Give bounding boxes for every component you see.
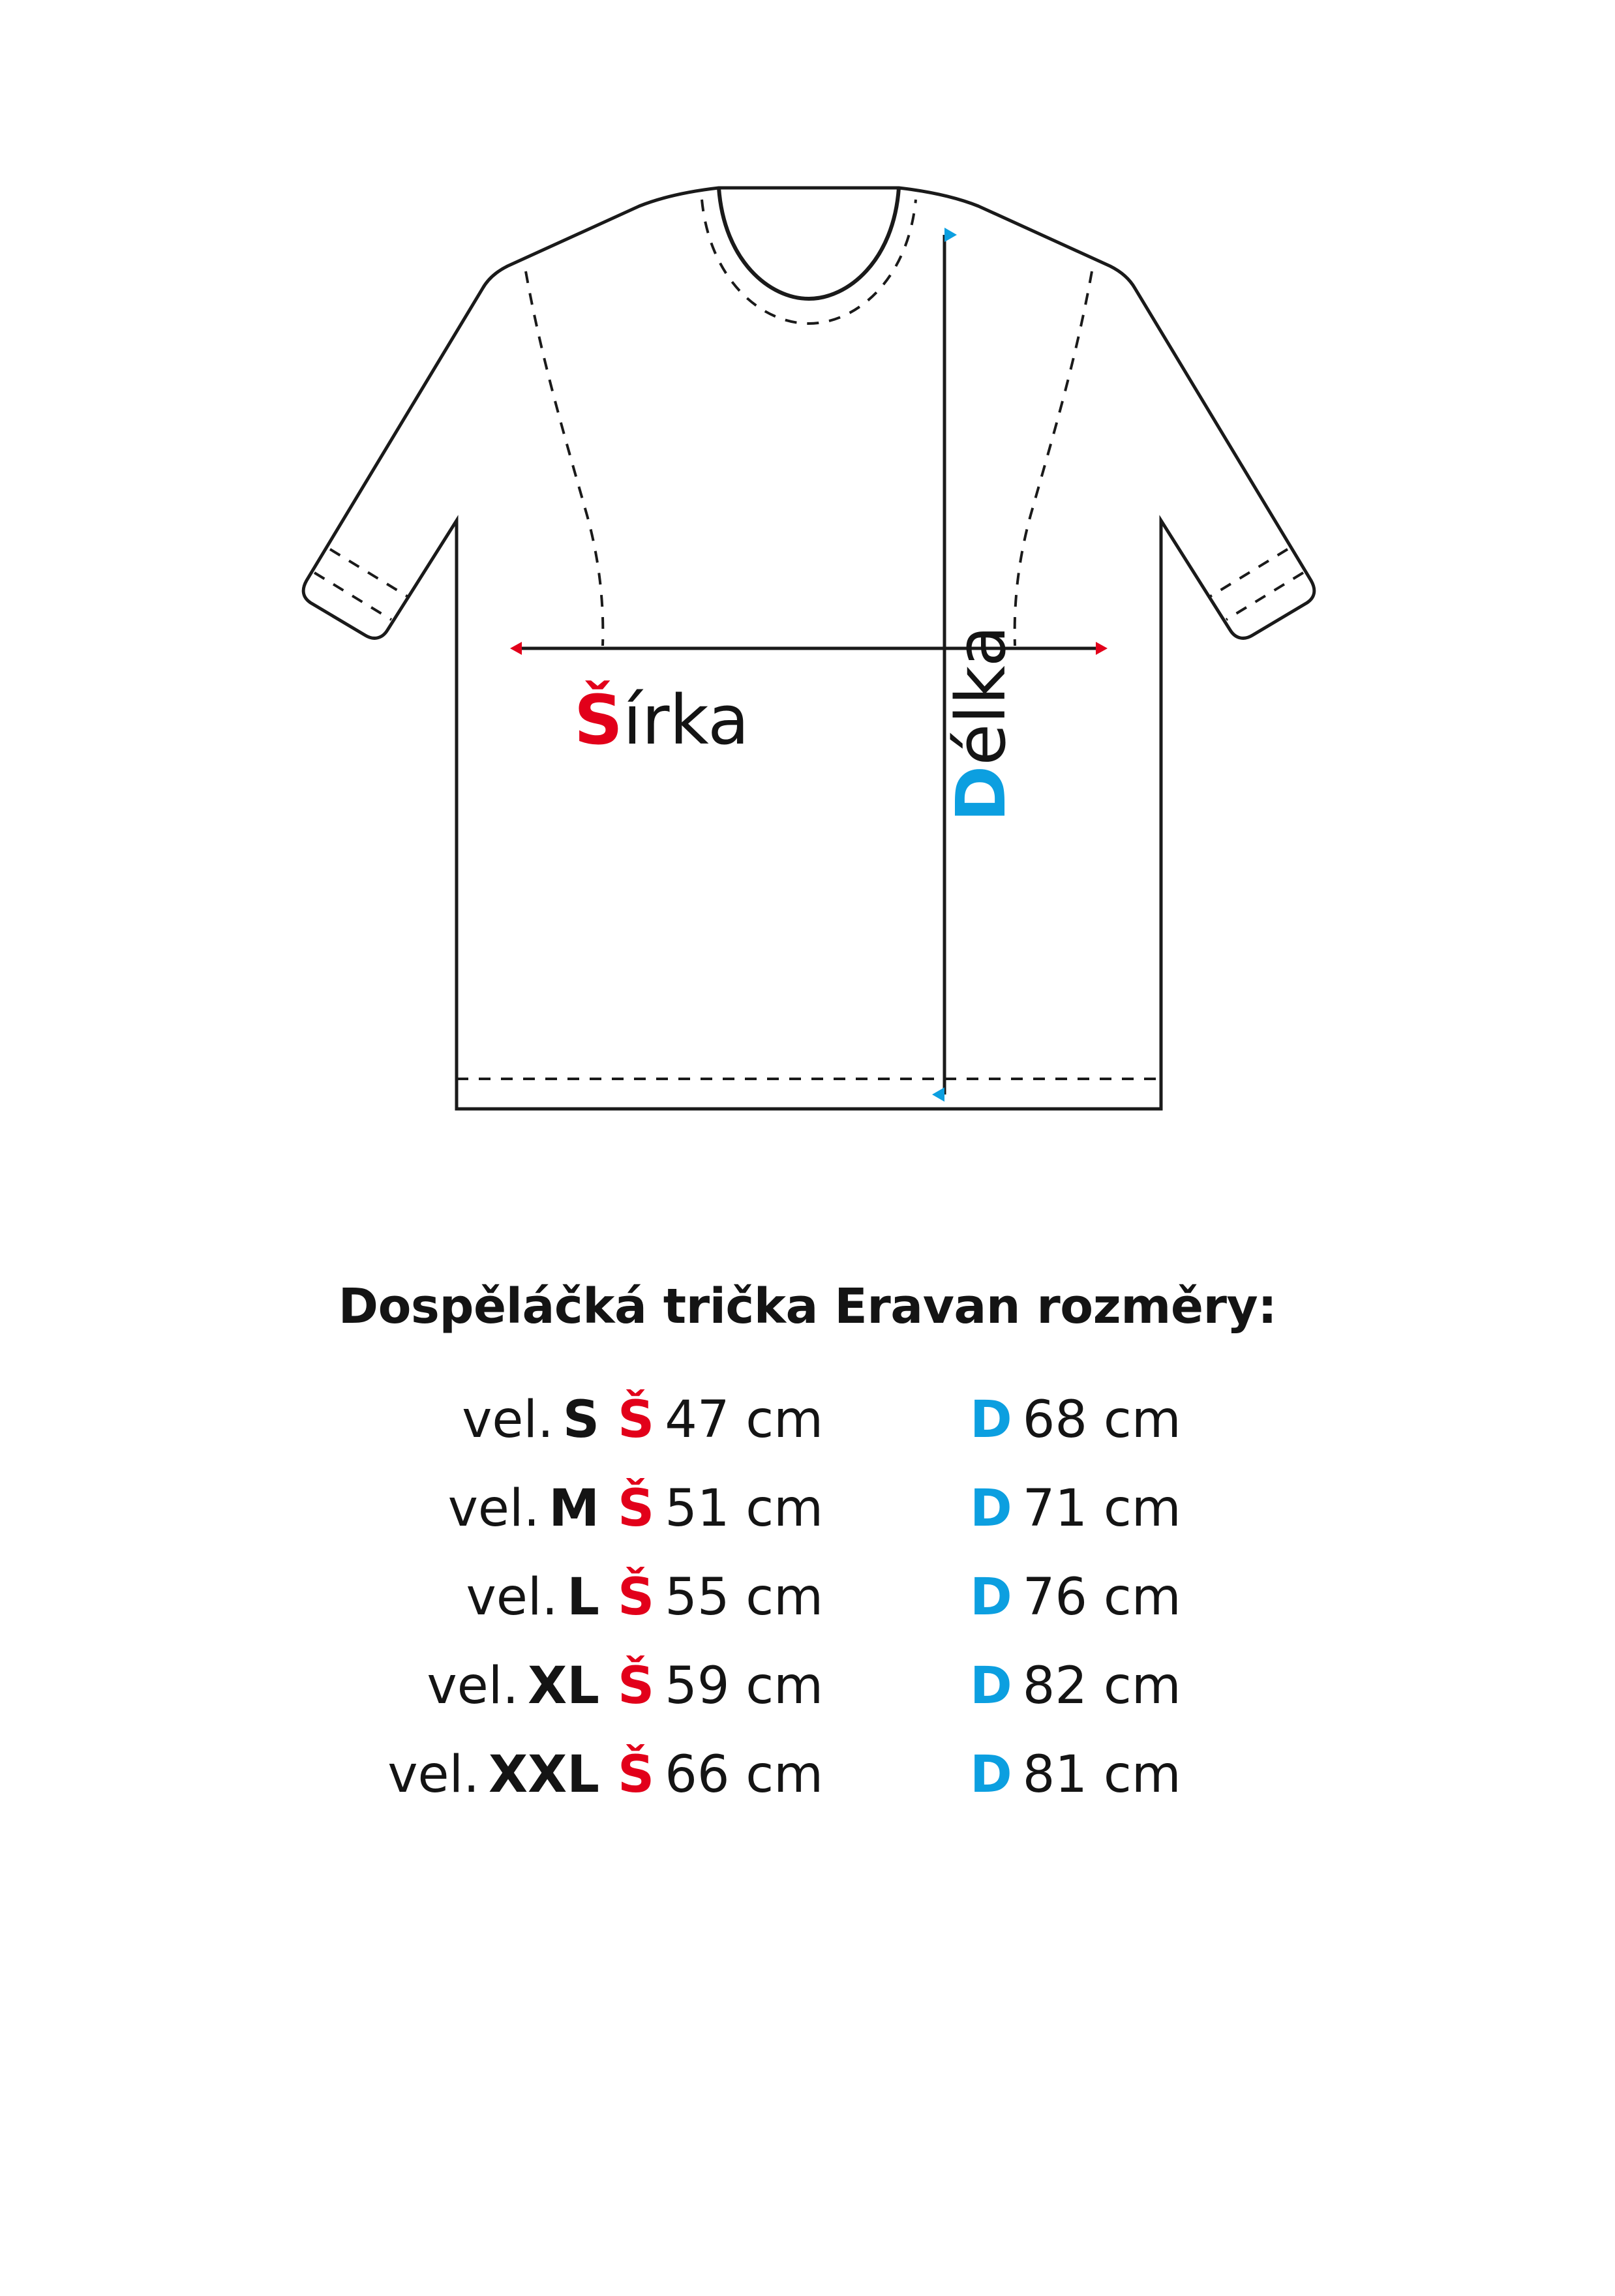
row-width-cell	[618, 1657, 970, 1715]
size-value: S	[562, 1391, 599, 1449]
row-length-cell	[970, 1745, 1296, 1804]
width-symbol: Š	[618, 1391, 655, 1449]
length-value: 71	[1022, 1479, 1088, 1538]
width-unit: cm	[746, 1745, 824, 1804]
row-width-cell	[618, 1568, 970, 1627]
length-symbol: D	[970, 1745, 1012, 1804]
table-row	[318, 1568, 1297, 1627]
row-length-cell	[970, 1568, 1296, 1627]
size-value: XXL	[489, 1745, 599, 1804]
width-symbol: Š	[618, 1657, 655, 1715]
length-unit: cm	[1103, 1479, 1181, 1538]
length-unit: cm	[1103, 1745, 1181, 1804]
size-prefix: vel.	[462, 1391, 554, 1449]
width-symbol: Š	[618, 1479, 655, 1538]
measurement-rows	[318, 1391, 1297, 1804]
width-unit: cm	[746, 1391, 824, 1449]
row-width-cell	[618, 1479, 970, 1538]
width-value: 55	[665, 1568, 730, 1627]
table-row	[318, 1745, 1297, 1804]
length-symbol: D	[970, 1568, 1012, 1627]
size-value: L	[567, 1568, 599, 1627]
width-value: 59	[665, 1657, 730, 1715]
length-symbol: D	[970, 1391, 1012, 1449]
size-prefix: vel.	[387, 1745, 480, 1804]
table-title: Dospěláčká trička Eravan rozměry:	[338, 1278, 1277, 1335]
row-length-cell	[970, 1657, 1296, 1715]
row-size-cell	[319, 1745, 618, 1804]
row-length-cell	[970, 1391, 1296, 1449]
length-value: 81	[1022, 1745, 1088, 1804]
width-value: 47	[665, 1391, 730, 1449]
length-value: 82	[1022, 1657, 1088, 1715]
row-length-cell	[970, 1479, 1296, 1538]
row-size-cell	[319, 1479, 618, 1538]
length-label-accent: D	[941, 765, 1021, 822]
tshirt-svg	[0, 163, 1615, 1181]
length-label	[941, 626, 1021, 822]
width-unit: cm	[746, 1479, 824, 1538]
length-symbol: D	[970, 1479, 1012, 1538]
length-value: 68	[1022, 1391, 1088, 1449]
measurements-table	[0, 1278, 1615, 1838]
table-row	[318, 1657, 1297, 1715]
row-width-cell	[618, 1745, 970, 1804]
width-unit: cm	[746, 1568, 824, 1627]
length-symbol: D	[970, 1657, 1012, 1715]
length-label-rest: élka	[941, 625, 1021, 766]
table-row	[318, 1479, 1297, 1538]
width-value: 51	[665, 1479, 730, 1538]
size-value: XL	[528, 1657, 599, 1715]
length-unit: cm	[1103, 1391, 1181, 1449]
row-size-cell	[319, 1657, 618, 1715]
row-width-cell	[618, 1391, 970, 1449]
shirt-stitching	[314, 200, 1303, 1079]
width-label-accent: Š	[574, 680, 623, 760]
size-value: M	[549, 1479, 599, 1538]
width-symbol: Š	[618, 1568, 655, 1627]
width-symbol: Š	[618, 1745, 655, 1804]
tshirt-diagram	[0, 163, 1615, 1181]
row-size-cell	[319, 1568, 618, 1627]
row-size-cell	[319, 1391, 618, 1449]
table-row	[318, 1391, 1297, 1449]
length-unit: cm	[1103, 1568, 1181, 1627]
size-prefix: vel.	[427, 1657, 519, 1715]
length-unit: cm	[1103, 1657, 1181, 1715]
width-label-rest: írka	[622, 680, 749, 760]
width-label	[574, 680, 749, 760]
width-unit: cm	[746, 1657, 824, 1715]
width-value: 66	[665, 1745, 730, 1804]
length-value: 76	[1022, 1568, 1088, 1627]
size-prefix: vel.	[466, 1568, 558, 1627]
size-prefix: vel.	[447, 1479, 540, 1538]
